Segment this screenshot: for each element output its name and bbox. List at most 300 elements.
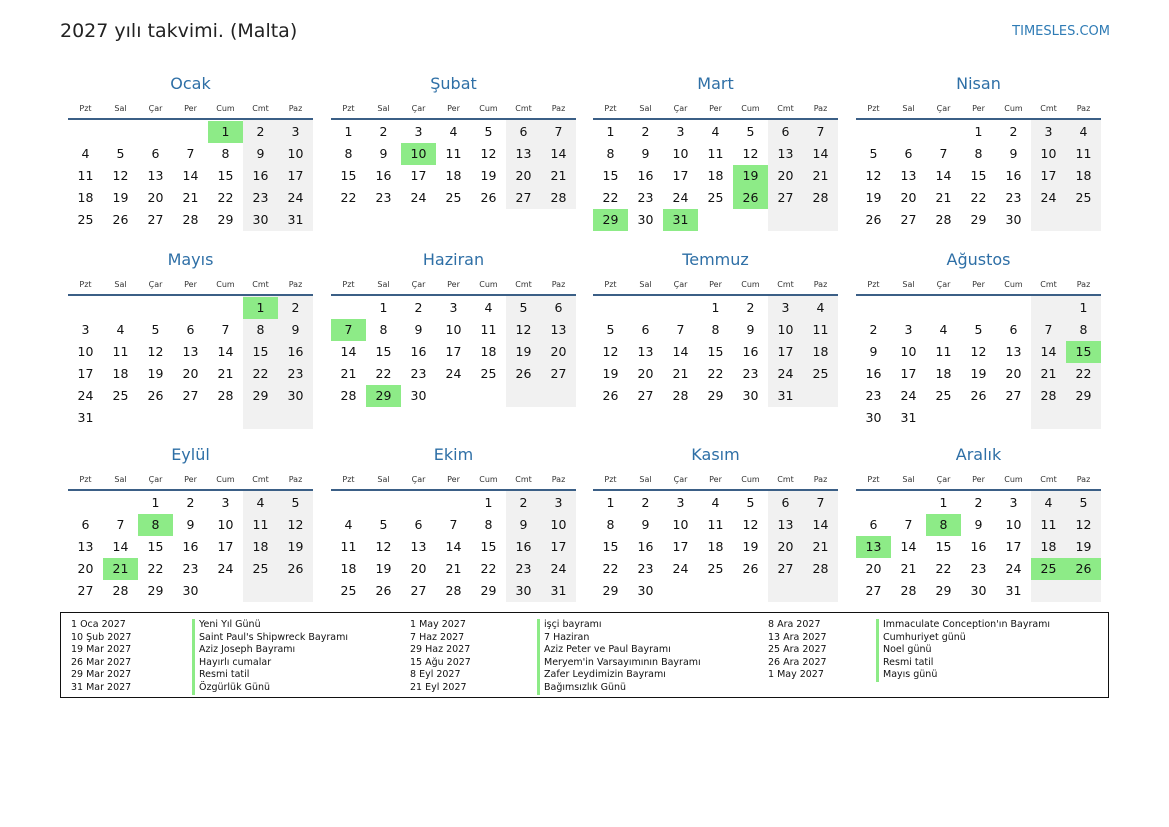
day: 21	[672, 366, 689, 381]
day: 14	[812, 146, 829, 161]
day: 6	[519, 124, 528, 139]
day: 13	[777, 517, 794, 532]
day: 24	[1005, 561, 1022, 576]
day: 8	[221, 146, 230, 161]
header-rule	[68, 118, 313, 120]
day: 30	[515, 583, 532, 598]
day: 7	[1044, 322, 1053, 337]
day: 29	[480, 583, 497, 598]
holiday-entry: 31 Mar 2027	[71, 681, 132, 693]
day: 3	[676, 495, 685, 510]
day: 20	[77, 561, 94, 576]
day: 4	[256, 495, 265, 510]
day: 28	[217, 388, 234, 403]
day: 25	[445, 190, 462, 205]
day: 23	[375, 190, 392, 205]
month-name: Ocak	[170, 74, 211, 93]
weekday-header: Paz	[551, 475, 566, 484]
day: 9	[379, 146, 388, 161]
weekday-header: Per	[709, 475, 722, 484]
weekday-header: Çar	[411, 104, 426, 113]
day: 15	[935, 539, 952, 554]
day: 3	[291, 124, 300, 139]
holiday-entry: 8 Eyl 2027	[410, 669, 461, 681]
day: 20	[777, 168, 794, 183]
day: 7	[186, 146, 195, 161]
weekday-header: Sal	[377, 280, 390, 289]
weekday-header: Paz	[551, 104, 566, 113]
day: 15	[970, 168, 987, 183]
day: 13	[550, 322, 567, 337]
day: 9	[641, 146, 650, 161]
day: 15	[147, 539, 164, 554]
day: 1	[974, 124, 983, 139]
day: 11	[77, 168, 94, 183]
day: 8	[484, 517, 493, 532]
day: 27	[515, 190, 532, 205]
day: 10	[445, 322, 462, 337]
day: 16	[970, 539, 987, 554]
day: 10	[672, 146, 689, 161]
day: 21	[445, 561, 462, 576]
day: 22	[375, 366, 392, 381]
day: 19	[515, 344, 532, 359]
day: 21	[182, 190, 199, 205]
day: 18	[1040, 539, 1057, 554]
weekday-header: Çar	[148, 104, 163, 113]
day: 25	[112, 388, 129, 403]
day: 15	[252, 344, 269, 359]
day: 18	[812, 344, 829, 359]
weekday-header: Paz	[551, 280, 566, 289]
day: 28	[900, 583, 917, 598]
day: 4	[116, 322, 125, 337]
month-name: Eylül	[171, 445, 210, 464]
day: 24	[445, 366, 462, 381]
day: 8	[606, 517, 615, 532]
day: 19	[970, 366, 987, 381]
day: 19	[742, 539, 759, 554]
day: 11	[340, 539, 357, 554]
day: 23	[252, 190, 269, 205]
day: 24	[672, 190, 689, 205]
day: 11	[1040, 517, 1057, 532]
day: 22	[147, 561, 164, 576]
day: 13	[637, 344, 654, 359]
day: 16	[182, 539, 199, 554]
day: 3	[1044, 124, 1053, 139]
weekday-header: Çar	[936, 475, 951, 484]
day: 28	[935, 212, 952, 227]
weekday-header: Pzt	[342, 104, 355, 113]
day: 28	[672, 388, 689, 403]
day: 1	[606, 124, 615, 139]
day: 15	[602, 168, 619, 183]
weekday-header: Cum	[216, 475, 235, 484]
day: 7	[816, 124, 825, 139]
day: 19	[1075, 539, 1092, 554]
day: 24	[410, 190, 427, 205]
day: 17	[672, 539, 689, 554]
holiday-entry: 13 Ara 2027	[768, 631, 827, 643]
holiday-entry: 1 May 2027	[410, 619, 466, 630]
day: 5	[484, 124, 493, 139]
weekday-header: Cum	[479, 475, 498, 484]
day: 23	[515, 561, 532, 576]
day: 9	[869, 344, 878, 359]
holiday-names-col-2	[537, 619, 701, 695]
day: 27	[1005, 388, 1022, 403]
holiday-entry: 29 Haz 2027	[410, 644, 471, 656]
day: 10	[287, 146, 304, 161]
day: 2	[256, 124, 265, 139]
day: 7	[816, 495, 825, 510]
day: 27	[147, 212, 164, 227]
day: 26	[515, 366, 532, 381]
day: 2	[414, 300, 423, 315]
day: 9	[519, 517, 528, 532]
day: 22	[602, 190, 619, 205]
day: 5	[1079, 495, 1088, 510]
day: 27	[900, 212, 917, 227]
day: 16	[375, 168, 392, 183]
day: 5	[606, 322, 615, 337]
month-name: Aralık	[955, 445, 1002, 464]
weekday-header: Cum	[741, 104, 760, 113]
day: 4	[939, 322, 948, 337]
day: 14	[445, 539, 462, 554]
holiday-entry: Resmi tatil	[199, 669, 250, 681]
day: 28	[812, 190, 829, 205]
day: 18	[707, 168, 724, 183]
weekday-header: Paz	[813, 475, 828, 484]
day: 25	[340, 583, 357, 598]
day: 5	[746, 495, 755, 510]
day: 14	[1040, 344, 1057, 359]
day: 2	[641, 124, 650, 139]
day: 1	[151, 495, 160, 510]
day: 23	[287, 366, 304, 381]
holiday-entry: Mayıs günü	[883, 669, 938, 681]
weekday-header: Sal	[639, 475, 652, 484]
holiday-entry: 19 Mar 2027	[71, 644, 132, 656]
day: 5	[116, 146, 125, 161]
day: 13	[1005, 344, 1022, 359]
weekday-header: Çar	[673, 104, 688, 113]
weekday-header: Çar	[673, 475, 688, 484]
day: 18	[112, 366, 129, 381]
day: 24	[777, 366, 794, 381]
holiday-entry: 10 Şub 2027	[71, 631, 132, 643]
weekday-header: Per	[447, 104, 460, 113]
day: 13	[182, 344, 199, 359]
brand-link[interactable]: TIMESLES.COM	[1012, 24, 1110, 39]
holiday-entry: 26 Ara 2027	[768, 656, 827, 668]
day: 12	[112, 168, 129, 183]
day: 24	[1040, 190, 1057, 205]
day: 25	[812, 366, 829, 381]
holiday-entry: Aziz Joseph Bayramı	[199, 644, 296, 656]
day: 20	[900, 190, 917, 205]
day: 6	[151, 146, 160, 161]
day: 22	[707, 366, 724, 381]
day: 21	[550, 168, 567, 183]
weekday-header: Per	[447, 280, 460, 289]
weekday-header: Cum	[1004, 104, 1023, 113]
day: 16	[865, 366, 882, 381]
day: 27	[77, 583, 94, 598]
holiday-day: 1	[243, 297, 278, 319]
day: 8	[1079, 322, 1088, 337]
day: 4	[1044, 495, 1053, 510]
day: 5	[746, 124, 755, 139]
day: 21	[900, 561, 917, 576]
weekday-header: Çar	[411, 280, 426, 289]
day: 2	[746, 300, 755, 315]
day: 30	[182, 583, 199, 598]
day: 21	[340, 366, 357, 381]
weekday-header: Sal	[114, 280, 127, 289]
weekday-header: Paz	[288, 280, 303, 289]
weekday-header: Cum	[1004, 475, 1023, 484]
day: 2	[974, 495, 983, 510]
day: 2	[291, 300, 300, 315]
day: 1	[1079, 300, 1088, 315]
weekday-header: Pzt	[79, 475, 92, 484]
day: 4	[484, 300, 493, 315]
header-rule	[856, 118, 1101, 120]
day: 7	[449, 517, 458, 532]
day: 30	[865, 410, 882, 425]
day: 30	[252, 212, 269, 227]
day: 28	[550, 190, 567, 205]
day: 7	[904, 517, 913, 532]
day: 17	[1040, 168, 1057, 183]
day: 4	[711, 124, 720, 139]
day: 1	[344, 124, 353, 139]
day: 26	[480, 190, 497, 205]
weekday-header: Cmt	[777, 475, 794, 484]
holiday-entry: Saint Paul's Shipwreck Bayramı	[199, 631, 348, 643]
day: 12	[602, 344, 619, 359]
day: 3	[904, 322, 913, 337]
day: 17	[217, 539, 234, 554]
day: 20	[865, 561, 882, 576]
day: 9	[256, 146, 265, 161]
day: 9	[291, 322, 300, 337]
holiday-entry: Bağımsızlık Günü	[544, 681, 627, 693]
holiday-entry: 7 Haziran	[544, 631, 590, 643]
day: 4	[449, 124, 458, 139]
header-rule	[331, 489, 576, 491]
holiday-day: 26	[1066, 558, 1101, 580]
day: 23	[970, 561, 987, 576]
day: 27	[777, 561, 794, 576]
weekday-header: Çar	[148, 475, 163, 484]
day: 11	[707, 517, 724, 532]
weekday-header: Cum	[216, 280, 235, 289]
day: 12	[287, 517, 304, 532]
day: 15	[340, 168, 357, 183]
weekday-header: Paz	[288, 104, 303, 113]
holiday-entry: Özgürlük Günü	[199, 681, 271, 693]
day: 14	[672, 344, 689, 359]
day: 19	[287, 539, 304, 554]
day: 16	[1005, 168, 1022, 183]
day: 7	[221, 322, 230, 337]
day: 5	[869, 146, 878, 161]
weekday-header: Sal	[377, 475, 390, 484]
day: 3	[554, 495, 563, 510]
weekday-header: Pzt	[79, 280, 92, 289]
weekday-header: Cmt	[777, 280, 794, 289]
holiday-day: 15	[1066, 341, 1101, 363]
holiday-entry: Meryem'in Varsayımının Bayramı	[544, 656, 701, 668]
holiday-names-col-1	[192, 619, 348, 695]
day: 4	[711, 495, 720, 510]
holiday-entry: 25 Ara 2027	[768, 644, 827, 656]
day: 13	[147, 168, 164, 183]
weekday-header: Per	[709, 104, 722, 113]
month-name: Ağustos	[946, 250, 1011, 269]
day: 16	[287, 344, 304, 359]
month-name: Mart	[697, 74, 734, 93]
day: 16	[515, 539, 532, 554]
day: 13	[77, 539, 94, 554]
day: 29	[147, 583, 164, 598]
day: 18	[480, 344, 497, 359]
day: 21	[217, 366, 234, 381]
day: 12	[970, 344, 987, 359]
day: 19	[375, 561, 392, 576]
weekday-header: Paz	[1076, 475, 1091, 484]
day: 15	[217, 168, 234, 183]
day: 14	[217, 344, 234, 359]
day: 29	[935, 583, 952, 598]
weekday-header: Pzt	[867, 104, 880, 113]
day: 4	[816, 300, 825, 315]
weekday-header: Cum	[216, 104, 235, 113]
day: 30	[287, 388, 304, 403]
day: 26	[970, 388, 987, 403]
holiday-list	[60, 612, 1109, 698]
day: 11	[935, 344, 952, 359]
weekday-header: Cmt	[1040, 104, 1057, 113]
day: 6	[186, 322, 195, 337]
day: 31	[1005, 583, 1022, 598]
holiday-day: 25	[1031, 558, 1066, 580]
day: 6	[81, 517, 90, 532]
day: 15	[707, 344, 724, 359]
holiday-entry: Yeni Yıl Günü	[199, 619, 261, 630]
holiday-entry: 1 May 2027	[768, 669, 824, 681]
day: 5	[291, 495, 300, 510]
day: 16	[637, 168, 654, 183]
day: 27	[550, 366, 567, 381]
day: 26	[742, 561, 759, 576]
day: 1	[484, 495, 493, 510]
weekday-header: Sal	[639, 104, 652, 113]
weekday-header: Paz	[288, 475, 303, 484]
month-name: Haziran	[422, 250, 485, 269]
holiday-day: 10	[401, 143, 436, 165]
day: 13	[410, 539, 427, 554]
weekday-header: Cmt	[515, 280, 532, 289]
day: 30	[637, 583, 654, 598]
day: 19	[147, 366, 164, 381]
day: 7	[939, 146, 948, 161]
day: 21	[935, 190, 952, 205]
weekday-header: Cmt	[252, 104, 269, 113]
day: 18	[935, 366, 952, 381]
holiday-day: 26	[733, 187, 768, 209]
day: 12	[147, 344, 164, 359]
day: 30	[410, 388, 427, 403]
day: 23	[410, 366, 427, 381]
weekday-header: Cmt	[1040, 475, 1057, 484]
holiday-entry: 21 Eyl 2027	[410, 681, 467, 693]
day: 3	[676, 124, 685, 139]
holiday-day: 8	[138, 514, 173, 536]
weekday-header: Pzt	[604, 280, 617, 289]
holiday-entry: 8 Ara 2027	[768, 619, 821, 630]
day: 18	[707, 539, 724, 554]
weekday-header: Cmt	[252, 280, 269, 289]
day: 11	[812, 322, 829, 337]
day: 9	[746, 322, 755, 337]
day: 24	[900, 388, 917, 403]
day: 12	[480, 146, 497, 161]
weekday-header: Per	[972, 475, 985, 484]
holiday-day: 29	[593, 209, 628, 231]
day: 27	[637, 388, 654, 403]
day: 26	[865, 212, 882, 227]
day: 2	[379, 124, 388, 139]
day: 1	[606, 495, 615, 510]
weekday-header: Per	[184, 475, 197, 484]
day: 9	[974, 517, 983, 532]
weekday-header: Per	[447, 475, 460, 484]
day: 5	[519, 300, 528, 315]
day: 17	[777, 344, 794, 359]
holiday-entry: 1 Oca 2027	[71, 619, 126, 630]
day: 9	[641, 517, 650, 532]
holiday-entry: 26 Mar 2027	[71, 656, 132, 668]
holiday-entry: Aziz Peter ve Paul Bayramı	[544, 644, 671, 656]
day: 6	[869, 517, 878, 532]
day: 21	[1040, 366, 1057, 381]
holiday-day: 7	[331, 319, 366, 341]
day: 10	[672, 517, 689, 532]
day: 20	[1005, 366, 1022, 381]
day: 28	[445, 583, 462, 598]
day: 13	[515, 146, 532, 161]
weekday-header: Pzt	[342, 280, 355, 289]
day: 27	[777, 190, 794, 205]
day: 12	[375, 539, 392, 554]
day: 20	[550, 344, 567, 359]
holiday-entry: Immaculate Conception'ın Bayramı	[883, 619, 1051, 630]
holiday-day: 1	[208, 121, 243, 143]
weekday-header: Cum	[479, 104, 498, 113]
weekday-header: Cmt	[515, 475, 532, 484]
day: 23	[742, 366, 759, 381]
header-rule	[68, 294, 313, 296]
day: 3	[221, 495, 230, 510]
day: 16	[742, 344, 759, 359]
holiday-dates-col-3	[768, 619, 827, 682]
weekday-header: Çar	[936, 104, 951, 113]
